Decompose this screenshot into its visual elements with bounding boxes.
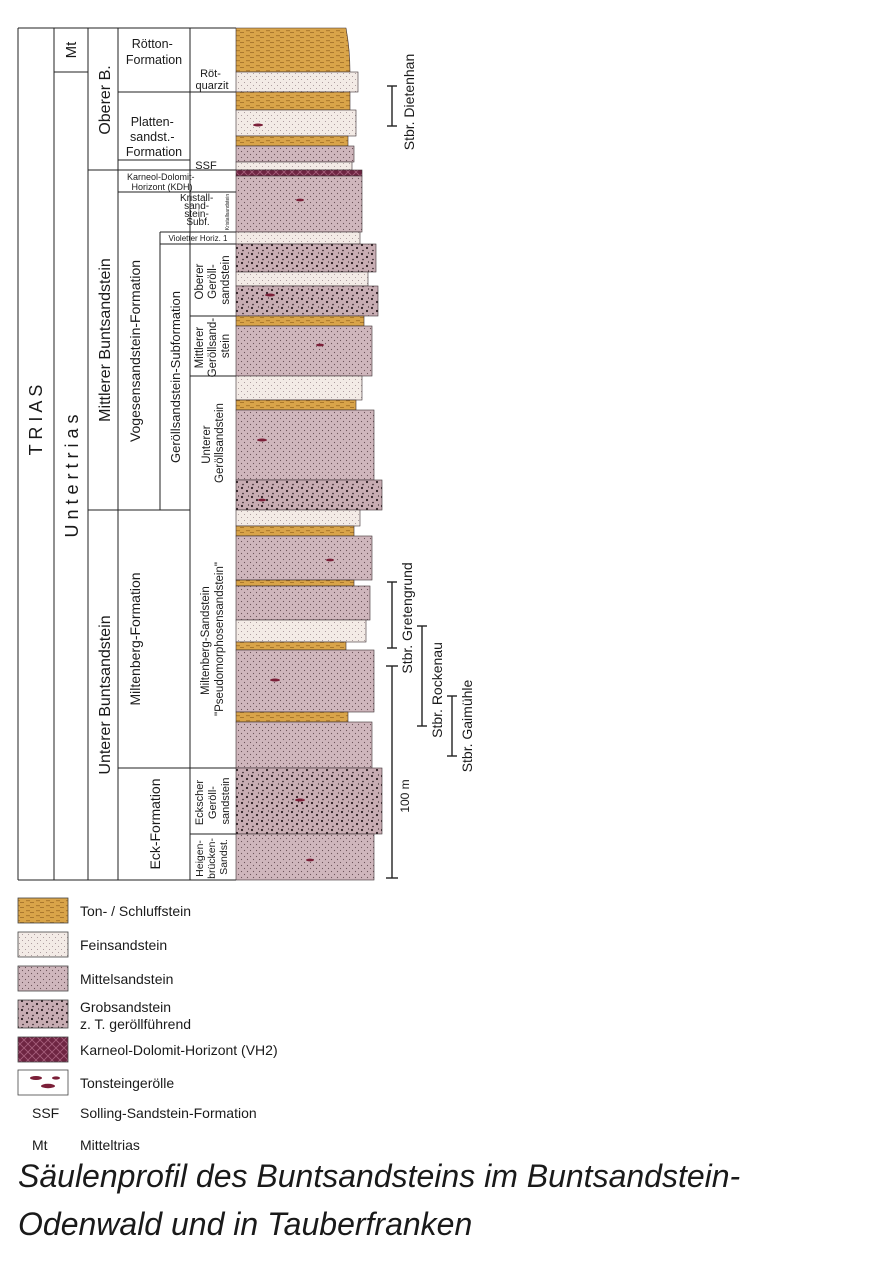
formation-platten-label: Platten- sandst.- Formation: [125, 115, 183, 159]
period-label: T R I A S: [26, 384, 46, 456]
series-oberer-label: Oberer B.: [97, 65, 114, 135]
layer-unterer-geroell-c: [236, 410, 374, 480]
epoch-mt-label: Mt: [63, 41, 80, 59]
abbreviation-ssf-text: Solling-Sandstein-Formation: [80, 1105, 257, 1121]
layer-violetter-horizont: [236, 232, 360, 244]
legend-swatch-ton: [18, 898, 68, 923]
layer-miltenberg-j: [236, 722, 372, 768]
legend: [18, 898, 278, 1153]
layer-miltenberg-a: [236, 510, 360, 526]
layer-miltenberg-b: [236, 526, 354, 536]
subformation-heigenbruecken-label: Heigen- brücken- Sandst.: [194, 838, 230, 879]
layer-miltenberg-f: [236, 620, 366, 642]
subformation-eckscher-label: Eckscher Geröll- sandstein: [194, 777, 232, 826]
formation-roetton-label: Rötton- Formation: [125, 37, 183, 67]
pebble-icon: [30, 1076, 42, 1080]
series-unterer-label: Unterer Buntsandstein: [97, 615, 114, 775]
legend-swatch-geroelle: [18, 1070, 68, 1095]
figure-caption: Säulenprofil des Buntsandsteins im Buntsandstein-Odenwald und in Tauberfranken: [18, 1158, 741, 1242]
formation-vogesen-label: Vogesensandstein-Formation: [127, 259, 143, 443]
layer-eckscher-geroell: [236, 768, 382, 834]
layer-roetton: [236, 28, 350, 72]
section-markers: [387, 86, 457, 756]
section-dietenhan-label: Stbr. Dietenhan: [401, 53, 417, 151]
formation-kdh-label: Karneol-Dolomit- Horizont (KDH): [126, 172, 195, 192]
abbreviation-mt-text: Mitteltrias: [80, 1137, 140, 1153]
layer-oberer-geroell-b: [236, 272, 368, 286]
legend-label: Karneol-Dolomit-Horizont (VH2): [80, 1042, 278, 1058]
legend-label: Tonsteingerölle: [80, 1075, 175, 1091]
subformation-geroellsandstein-label: Geröllsandstein-Subformation: [168, 291, 183, 463]
layer-heigenbruecken: [236, 834, 374, 880]
layer-ssf: [236, 162, 352, 170]
layer-miltenberg-e: [236, 586, 370, 620]
pebble-icon: [52, 1076, 60, 1079]
formation-ssf-label: SSF: [195, 160, 217, 172]
legend-swatch-grob: [18, 1000, 68, 1028]
layer-miltenberg-h: [236, 650, 374, 712]
layer-unterer-geroell-a: [236, 376, 362, 400]
layer-roetquarzit: [236, 92, 350, 110]
legend-label-grob: Grobsandstein z. T. geröllführend: [80, 999, 192, 1032]
legend-label: Mittelsandstein: [80, 971, 174, 987]
legend-swatch-fein: [18, 932, 68, 957]
subformation-unterer-geroell-label: Unterer Geröllsandstein: [201, 403, 226, 483]
pebble-icon: [41, 1084, 55, 1088]
subformation-kristall-tiny-label: Kristallsandstein: [225, 193, 231, 231]
section-gretengrund-label: Stbr. Gretengrund: [399, 562, 415, 674]
layer-oberer-geroell-c: [236, 286, 378, 316]
epoch-untertrias-label: U n t e r t r i a s: [62, 414, 82, 538]
layer-miltenberg-c: [236, 536, 372, 580]
subformation-roetquarzit-label: Röt- quarzit: [195, 68, 229, 92]
layer-miltenberg-g: [236, 642, 346, 650]
layer-mittlerer-geroell-b: [236, 326, 372, 376]
legend-label: Feinsandstein: [80, 937, 168, 953]
subformation-violetter-label: Violetter Horiz. 1: [168, 234, 228, 243]
legend-swatch-mittel: [18, 966, 68, 991]
layer-kristallsandstein: [236, 176, 362, 232]
series-mittlerer-label: Mittlerer Buntsandstein: [97, 258, 114, 422]
subformation-oberer-geroell-label: Oberer Geröll- sandstein: [194, 255, 232, 305]
layer-miltenberg-i: [236, 712, 348, 722]
abbreviation-ssf: SSF: [32, 1105, 60, 1121]
legend-swatch-karneol: [18, 1037, 68, 1062]
section-gaimuehle-label: Stbr. Gaimühle: [459, 679, 475, 773]
subformation-mittlerer-geroell-label: Mittlerer Geröllsand- stein: [194, 317, 232, 378]
layer-platten-2: [236, 136, 348, 146]
layer-karneol-horizont: [236, 170, 362, 176]
layer-roet-fein: [236, 72, 358, 92]
layer-mittlerer-geroell-a: [236, 316, 364, 326]
formation-miltenberg-label: Miltenberg-Formation: [127, 572, 143, 706]
abbreviation-mt: Mt: [32, 1137, 48, 1153]
layer-unterer-geroell-d: [236, 480, 382, 510]
layer-unterer-geroell-b: [236, 400, 356, 410]
layer-oberer-geroell-a: [236, 244, 376, 272]
scale-bar: [386, 666, 398, 878]
lithology-column: [236, 28, 382, 880]
layer-platten-1: [236, 110, 356, 136]
section-rockenau-label: Stbr. Rockenau: [429, 642, 445, 738]
layer-platten-3: [236, 146, 354, 162]
scale-bar-label: 100 m: [398, 779, 412, 813]
legend-label: Ton- / Schluffstein: [80, 903, 192, 919]
formation-eck-label: Eck-Formation: [147, 778, 163, 870]
subformation-kristall-label: Kristall- sand- stein- Subf.: [179, 193, 214, 228]
subformation-miltenberg-sandstein-label: Miltenberg-Sandstein "Pseudomorphosensandstein": [200, 562, 226, 716]
layer-miltenberg-d: [236, 580, 354, 586]
